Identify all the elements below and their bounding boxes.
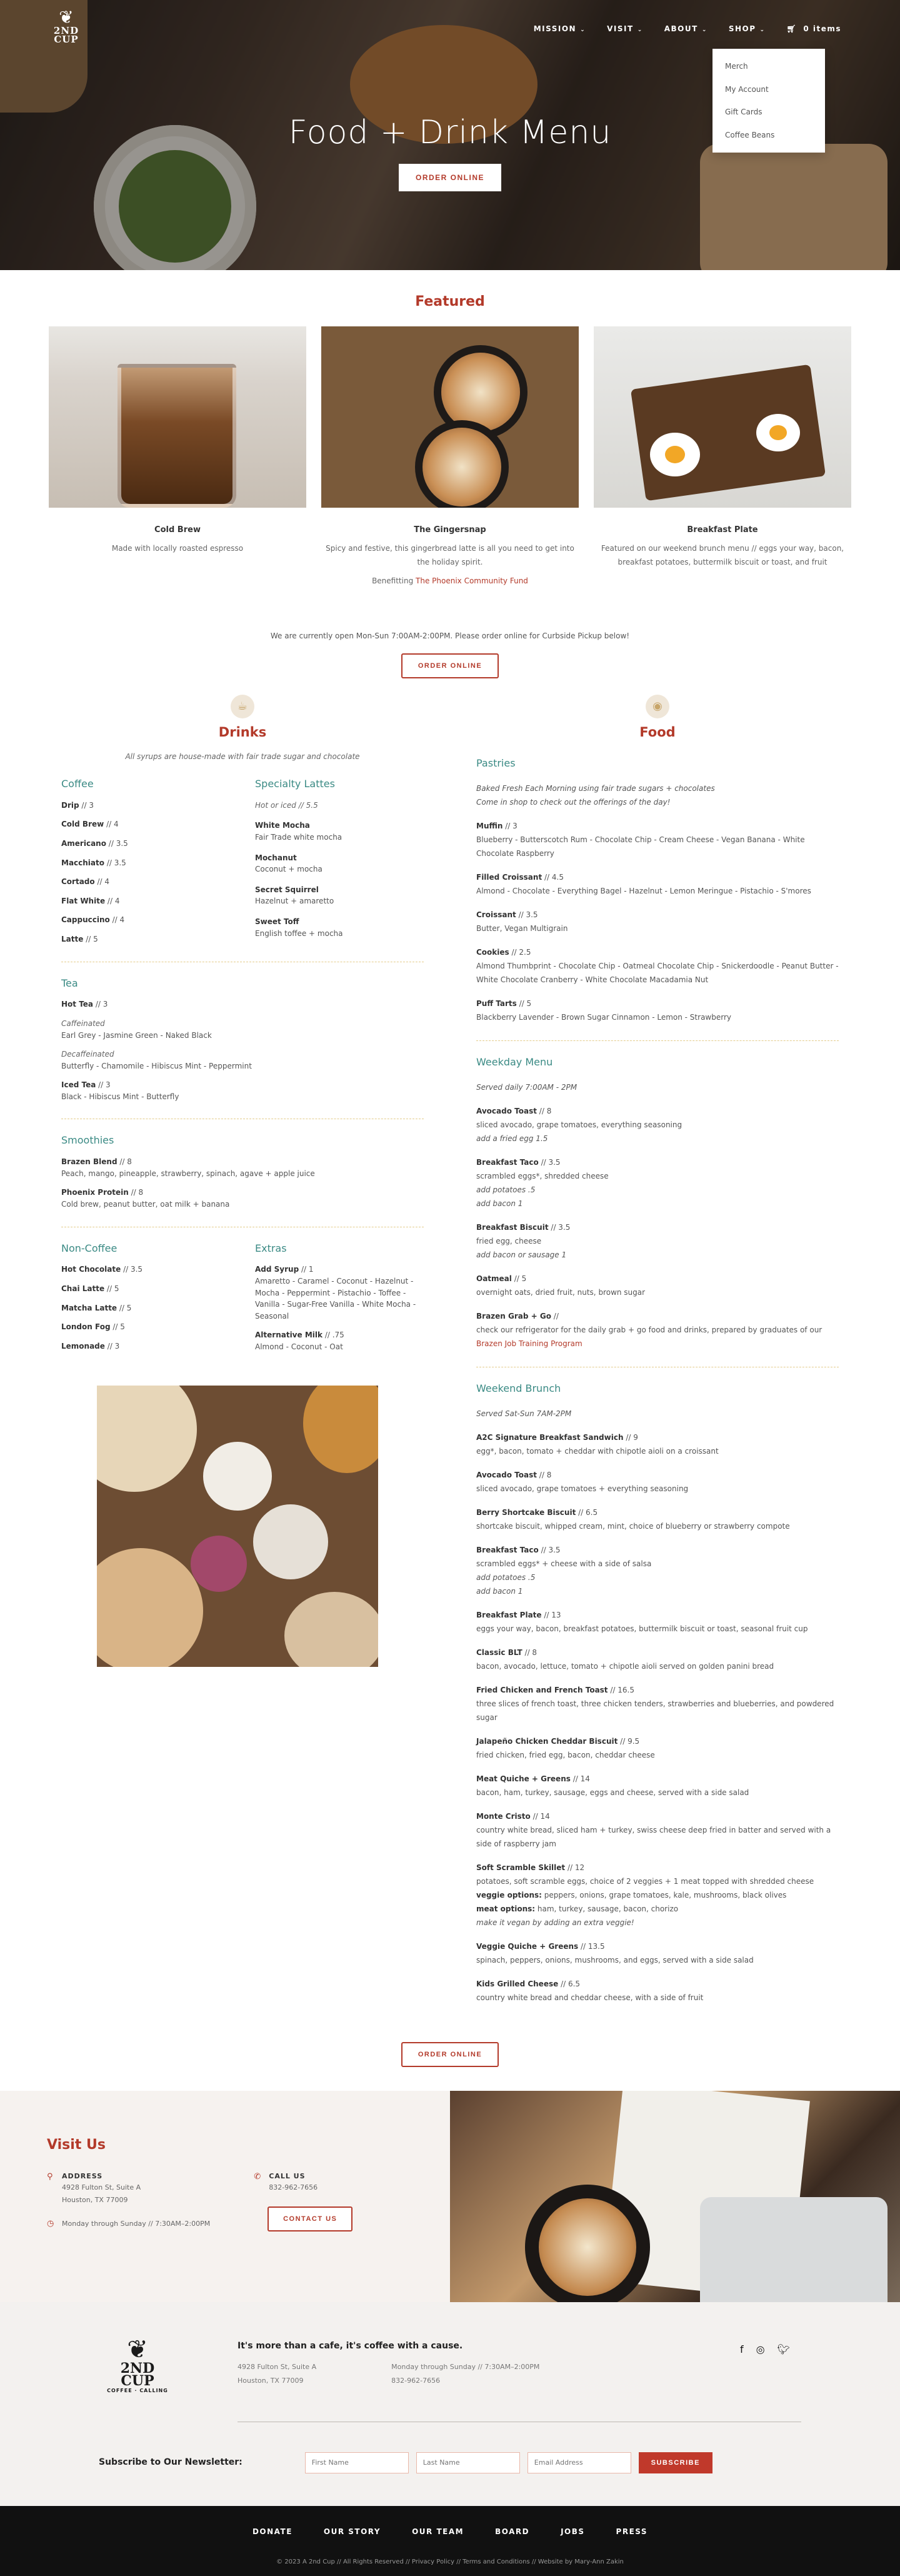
weekend-section [476, 1367, 839, 2021]
menu-item: Filled Croissant // 4.5 Almond - Chocolate - Everything Bagel - Hazelnut - Lemon Meringue - Pistachio - S'mores [476, 873, 811, 896]
order-online-button[interactable]: ORDER ONLINE [401, 2042, 499, 2067]
footer-info: It's more than a cafe, it's coffee with a cause. 4928 Fulton St, Suite A Houston, TX 77009 Monday through Sunday // 7:30AM–2:00PM 832-962-7656 [238, 2340, 539, 2388]
menu-item: Breakfast Taco // 3.5 scrambled eggs* + cheese with a side of salsa add potatoes .5 add bacon 1 [476, 1545, 652, 1596]
egg-shape [650, 433, 700, 476]
footer-link-our-story[interactable]: OUR STORY [323, 2527, 381, 2536]
eagle-icon: ❦ [59, 7, 74, 28]
footer-tagline: It's more than a cafe, it's coffee with a cause. [238, 2340, 463, 2351]
menu-item: Drip // 3 [61, 800, 94, 810]
newsletter-label: Subscribe to Our Newsletter: [99, 2457, 242, 2467]
section-note: Served Sat-Sun 7AM-2PM [476, 1409, 572, 1418]
coffee-section [61, 763, 424, 962]
food-title: Food [639, 724, 676, 740]
map-pin-icon: ⚲ [47, 2171, 53, 2181]
section-note: Served daily 7:00AM - 2PM [476, 1082, 578, 1092]
menu-item: Breakfast Plate // 13 eggs your way, bacon, breakfast potatoes, buttermilk biscuit or toast, seasonal fruit cup [476, 1610, 808, 1633]
menu-item: Latte // 5 [61, 934, 98, 943]
menu-item: Breakfast Biscuit // 3.5 fried egg, cheese add bacon or sausage 1 [476, 1222, 571, 1259]
featured-grid [0, 326, 900, 588]
menu-item: Berry Shortcake Biscuit // 6.5 shortcake biscuit, whipped cream, mint, choice of blueberry or strawberry compote [476, 1507, 790, 1531]
address-block: ⚲ ADDRESS 4928 Fulton St, Suite A Houston, TX 77009 [47, 2171, 210, 2206]
instagram-icon[interactable]: ◎ [756, 2343, 765, 2355]
drinks-header [61, 695, 424, 743]
nav-item-mission[interactable]: MISSION ⌄ [533, 24, 586, 33]
menu-item: Oatmeal // 5 overnight oats, dried fruit, nuts, brown sugar [476, 1274, 646, 1297]
visit-section [0, 2091, 900, 2302]
newsletter-form [99, 2452, 712, 2473]
menu-item: Cortado // 4 [61, 877, 110, 887]
food-header [476, 695, 839, 743]
menu-item: Hot Chocolate // 3.5 [61, 1265, 143, 1274]
first-name-input[interactable] [305, 2452, 409, 2473]
tea-subheading: Decaffeinated [61, 1050, 114, 1059]
twitter-icon[interactable]: 🐦︎ [777, 2343, 790, 2355]
eagle-icon: ❦ [127, 2335, 148, 2364]
syrup-note: All syrups are house-made with fair trade sugar and chocolate [125, 752, 360, 762]
clock-icon: ◷ [47, 2218, 54, 2228]
featured-item [49, 326, 306, 588]
menu-item: Sweet Toff English toffee + mocha [255, 917, 343, 938]
menu-item: Flat White // 4 [61, 896, 120, 905]
featured-item [321, 326, 579, 588]
cold-brew-photo [49, 326, 306, 508]
menu-item: White Mocha Fair Trade white mocha [255, 821, 342, 842]
breakfast-plate-photo [594, 326, 851, 508]
dropdown-item-gift-cards[interactable]: Gift Cards [725, 108, 762, 117]
visit-title: Visit Us [47, 2136, 106, 2153]
plate-shape [97, 1386, 197, 1492]
menu-item: Muffin // 3 Blueberry - Butterscotch Rum - Chocolate Chip - Cream Cheese - Vegan Banana - White Chocolate Raspberry [476, 822, 805, 858]
menu-item: Brazen Grab + Go // check our refrigerator for the daily grab + go food and drinks, prepared by graduates of our Brazen Job Training Program [476, 1311, 822, 1348]
tray-shape [700, 2197, 888, 2302]
last-name-input[interactable] [416, 2452, 520, 2473]
dropdown-item-coffee-beans[interactable]: Coffee Beans [725, 130, 775, 139]
tea-list: Earl Grey - Jasmine Green - Naked Black [61, 1030, 212, 1040]
nav-item-about[interactable]: ABOUT ⌄ [664, 24, 708, 33]
section-title: Weekend Brunch [476, 1382, 561, 1394]
menu-item: Soft Scramble Skillet // 12 potatoes, soft scramble eggs, choice of 2 veggies + 1 meat topped with shredded cheese veggie options: peppers, onions, grape tomatoes, kale, mushrooms, black olives meat options: ham, turkey, sausage, bacon, chorizo make it vegan by adding an extra veggie! [476, 1863, 814, 1927]
tea-subheading: Caffeinated [61, 1019, 105, 1028]
menu-item: Phoenix Protein // 8 Cold brew, peanut butter, oat milk + banana [61, 1188, 230, 1209]
featured-item-desc: Spicy and festive, this gingerbread latte is all you need to get into the holiday spirit. [326, 544, 574, 567]
copyright: © 2023 A 2nd Cup // All Rights Reserved // Privacy Policy // Terms and Conditions // Website by Mary-Ann Zakin [276, 2558, 624, 2565]
visit-info [0, 2091, 450, 2302]
featured-heading: Featured [415, 294, 485, 309]
food-collage-photo [97, 1386, 378, 1667]
menu-item: Alternative Milk // .75 Almond - Coconut - Oat [255, 1331, 344, 1351]
gingersnap-photo [321, 326, 579, 508]
menu-item: Chai Latte // 5 [61, 1284, 119, 1294]
dropdown-item-merch[interactable]: Merch [725, 62, 748, 71]
footer [0, 2302, 900, 2576]
menu-item: A2C Signature Breakfast Sandwich // 9 egg*, bacon, tomato + cheddar with chipotle aioli on a croissant [476, 1432, 719, 1456]
nav-item-shop[interactable]: SHOP ⌄ [728, 24, 766, 33]
dropdown-item-account[interactable]: My Account [725, 84, 769, 94]
page-title: Food + Drink Menu [288, 114, 612, 151]
footer-link-press[interactable]: PRESS [616, 2527, 648, 2536]
menu-item: Hot Tea // 3 [61, 1000, 108, 1009]
menu-item: London Fog // 5 [61, 1322, 125, 1332]
egg-shape [756, 414, 800, 451]
section-note: Baked Fresh Each Morning using fair trade sugars + chocolates Come in shop to check out the offerings of the day! [476, 784, 715, 807]
menu-item: Cappuccino // 4 [61, 915, 125, 925]
menu-item: Macchiato // 3.5 [61, 858, 126, 867]
social-links [740, 2342, 790, 2358]
featured-item-desc: Featured on our weekend brunch menu // eggs your way, bacon, breakfast potatoes, buttermilk biscuit or toast, and fruit [601, 544, 844, 567]
menu-item: Cold Brew // 4 [61, 820, 119, 829]
plate-shape [303, 1386, 378, 1473]
pastries-section [476, 742, 839, 1041]
chevron-down-icon: ⌄ [580, 27, 586, 33]
benefit-line: Benefitting The Phoenix Community Fund [372, 576, 528, 586]
email-input[interactable] [528, 2452, 631, 2473]
footer-top [0, 2302, 900, 2506]
weekday-section [476, 1041, 839, 1367]
menu-item: Add Syrup // 1 Amaretto - Caramel - Coconut - Hazelnut - Mocha - Peppermint - Pistachio - Toffee - Vanilla - Sugar-Free Vanilla - White Mocha - Seasonal [255, 1265, 416, 1321]
section-title: Tea [61, 977, 78, 989]
menu-item: Secret Squirrel Hazelnut + amaretto [255, 885, 334, 906]
menu-item: Meat Quiche + Greens // 14 bacon, ham, turkey, sausage, eggs and cheese, served with a side salad [476, 1774, 749, 1797]
chevron-down-icon: ⌄ [637, 27, 643, 33]
plate-shape [284, 1592, 378, 1667]
chevron-down-icon: ⌄ [701, 27, 708, 33]
subscribe-button[interactable]: SUBSCRIBE [639, 2452, 712, 2473]
chevron-down-icon: ⌄ [759, 27, 766, 33]
featured-item [594, 326, 851, 588]
tea-section [61, 962, 424, 1120]
shop-dropdown [712, 49, 825, 153]
section-title: Coffee [61, 777, 94, 790]
cart-icon: 🛒︎ [786, 24, 798, 34]
phone-link[interactable]: 832-962-7656 [269, 2183, 318, 2191]
featured-item-desc: Made with locally roasted espresso [111, 544, 244, 553]
footer-link-donate[interactable]: DONATE [252, 2527, 292, 2536]
drinks-title: Drinks [218, 724, 267, 740]
footer-bottom [0, 2506, 900, 2576]
menu-item: Jalapeño Chicken Cheddar Biscuit // 9.5 fried chicken, fried egg, bacon, cheddar cheese [476, 1736, 655, 1759]
plate-icon: ◉ [646, 695, 669, 718]
footer-phone[interactable]: 832-962-7656 [391, 2377, 441, 2385]
visit-photo [450, 2091, 900, 2302]
footer-link-our-team[interactable]: OUR TEAM [412, 2527, 464, 2536]
menu-columns [0, 695, 900, 2021]
phone-block: ✆ CALL US 832-962-7656 [254, 2171, 352, 2194]
nav-item-visit[interactable]: VISIT ⌄ [607, 24, 643, 33]
menu-item: Lemonade // 3 [61, 1341, 120, 1351]
footer-link-board[interactable]: BOARD [495, 2527, 530, 2536]
menu-item: Brazen Blend // 8 Peach, mango, pineapple, strawberry, spinach, agave + apple juice [61, 1157, 315, 1178]
hours-block: ◷ Monday through Sunday // 7:30AM–2:00PM [47, 2218, 210, 2230]
menu-item: Breakfast Taco // 3.5 scrambled eggs*, shredded cheese add potatoes .5 add bacon 1 [476, 1157, 609, 1208]
contact-us-button[interactable]: CONTACT US [268, 2206, 352, 2231]
menu-item: Mochanut Coconut + mocha [255, 853, 322, 874]
menu-item: Veggie Quiche + Greens // 13.5 spinach, peppers, onions, mushrooms, and eggs, served with a side salad [476, 1941, 754, 1965]
menu-item: Croissant // 3.5 Butter, Vegan Multigrain [476, 910, 568, 933]
featured-item-name: Cold Brew [154, 525, 201, 535]
section-title: Non-Coffee [61, 1242, 118, 1254]
hours-notice: We are currently open Mon-Sun 7:00AM-2:00PM. Please order online for Curbside Pickup below! [270, 631, 630, 641]
menu-item: Avocado Toast // 8 sliced avocado, grape tomatoes + everything seasoning [476, 1470, 689, 1493]
section-title: Specialty Lattes [255, 777, 335, 790]
top-nav [0, 0, 900, 56]
tea-list: Butterfly - Chamomile - Hibiscus Mint - Peppermint [61, 1061, 252, 1070]
featured-item-name: Breakfast Plate [687, 525, 758, 535]
menu-item: Classic BLT // 8 bacon, avocado, lettuce, tomato + chipotle aioli served on golden panini bread [476, 1648, 774, 1671]
footer-link-jobs[interactable]: JOBS [561, 2527, 585, 2536]
glass-shape [118, 364, 236, 508]
cart-link[interactable]: 🛒︎ 0 items [787, 23, 841, 35]
phoenix-fund-link[interactable]: The Phoenix Community Fund [416, 576, 528, 586]
cup-shape [415, 420, 509, 508]
menu-item: Iced Tea // 3 [61, 1080, 111, 1090]
menu-item: Monte Cristo // 14 country white bread, sliced ham + turkey, swiss cheese deep fried in batter and served with a side of raspberry jam [476, 1811, 831, 1848]
order-online-button[interactable]: ORDER ONLINE [401, 653, 499, 678]
facebook-icon[interactable]: f [740, 2343, 744, 2355]
menu-item: Kids Grilled Cheese // 6.5 country white bread and cheddar cheese, with a side of fruit [476, 1979, 704, 2002]
menu-item: Avocado Toast // 8 sliced avocado, grape tomatoes, everything seasoning add a fried egg 1.5 [476, 1106, 682, 1143]
drinks-column [61, 695, 424, 2021]
job-training-link[interactable]: Brazen Job Training Program [476, 1339, 582, 1348]
featured-item-name: The Gingersnap [414, 525, 486, 535]
section-title: Weekday Menu [476, 1056, 553, 1069]
bowl-shape [253, 1504, 328, 1579]
menu-item: Americano // 3.5 [61, 838, 128, 848]
hero [0, 0, 900, 270]
section-title: Pastries [476, 757, 516, 770]
noncoffee-extras-section [61, 1227, 424, 1369]
section-title: Smoothies [61, 1134, 114, 1147]
menu-item: Puff Tarts // 5 Blackberry Lavender - Brown Sugar Cinnamon - Lemon - Strawberry [476, 999, 731, 1022]
food-column [476, 695, 839, 2021]
section-title: Extras [255, 1242, 287, 1254]
tea-list: Black - Hibiscus Mint - Butterfly [61, 1092, 179, 1101]
menu-item: Matcha Latte // 5 [61, 1303, 132, 1312]
footer-logo[interactable]: ❦ 2ND CUP COFFEE · CALLING [100, 2337, 175, 2400]
site-logo[interactable]: ❦ 2ND CUP [42, 9, 90, 51]
bowl-shape [203, 1442, 272, 1511]
cup-shape [525, 2185, 650, 2302]
main-menu [534, 23, 841, 35]
menu-item: Cookies // 2.5 Almond Thumbprint - Chocolate Chip - Oatmeal Chocolate Chip - Snickerdoodle - Peanut Butter - White Chocolate Cranberry - White Chocolate Macadamia Nut [476, 948, 839, 985]
menu-item: Fried Chicken and French Toast // 16.5 three slices of french toast, three chicken tenders, strawberries and blueberries, and powdered sugar [476, 1685, 834, 1722]
section-note: Hot or iced // 5.5 [255, 800, 318, 810]
phone-icon: ✆ [254, 2171, 261, 2181]
footer-nav [0, 2526, 900, 2538]
cup-icon: ☕ [231, 695, 254, 718]
order-online-button[interactable]: ORDER ONLINE [399, 164, 501, 191]
smoothies-section [61, 1119, 424, 1227]
plate-shape [97, 1548, 203, 1667]
bowl-shape [191, 1536, 247, 1592]
